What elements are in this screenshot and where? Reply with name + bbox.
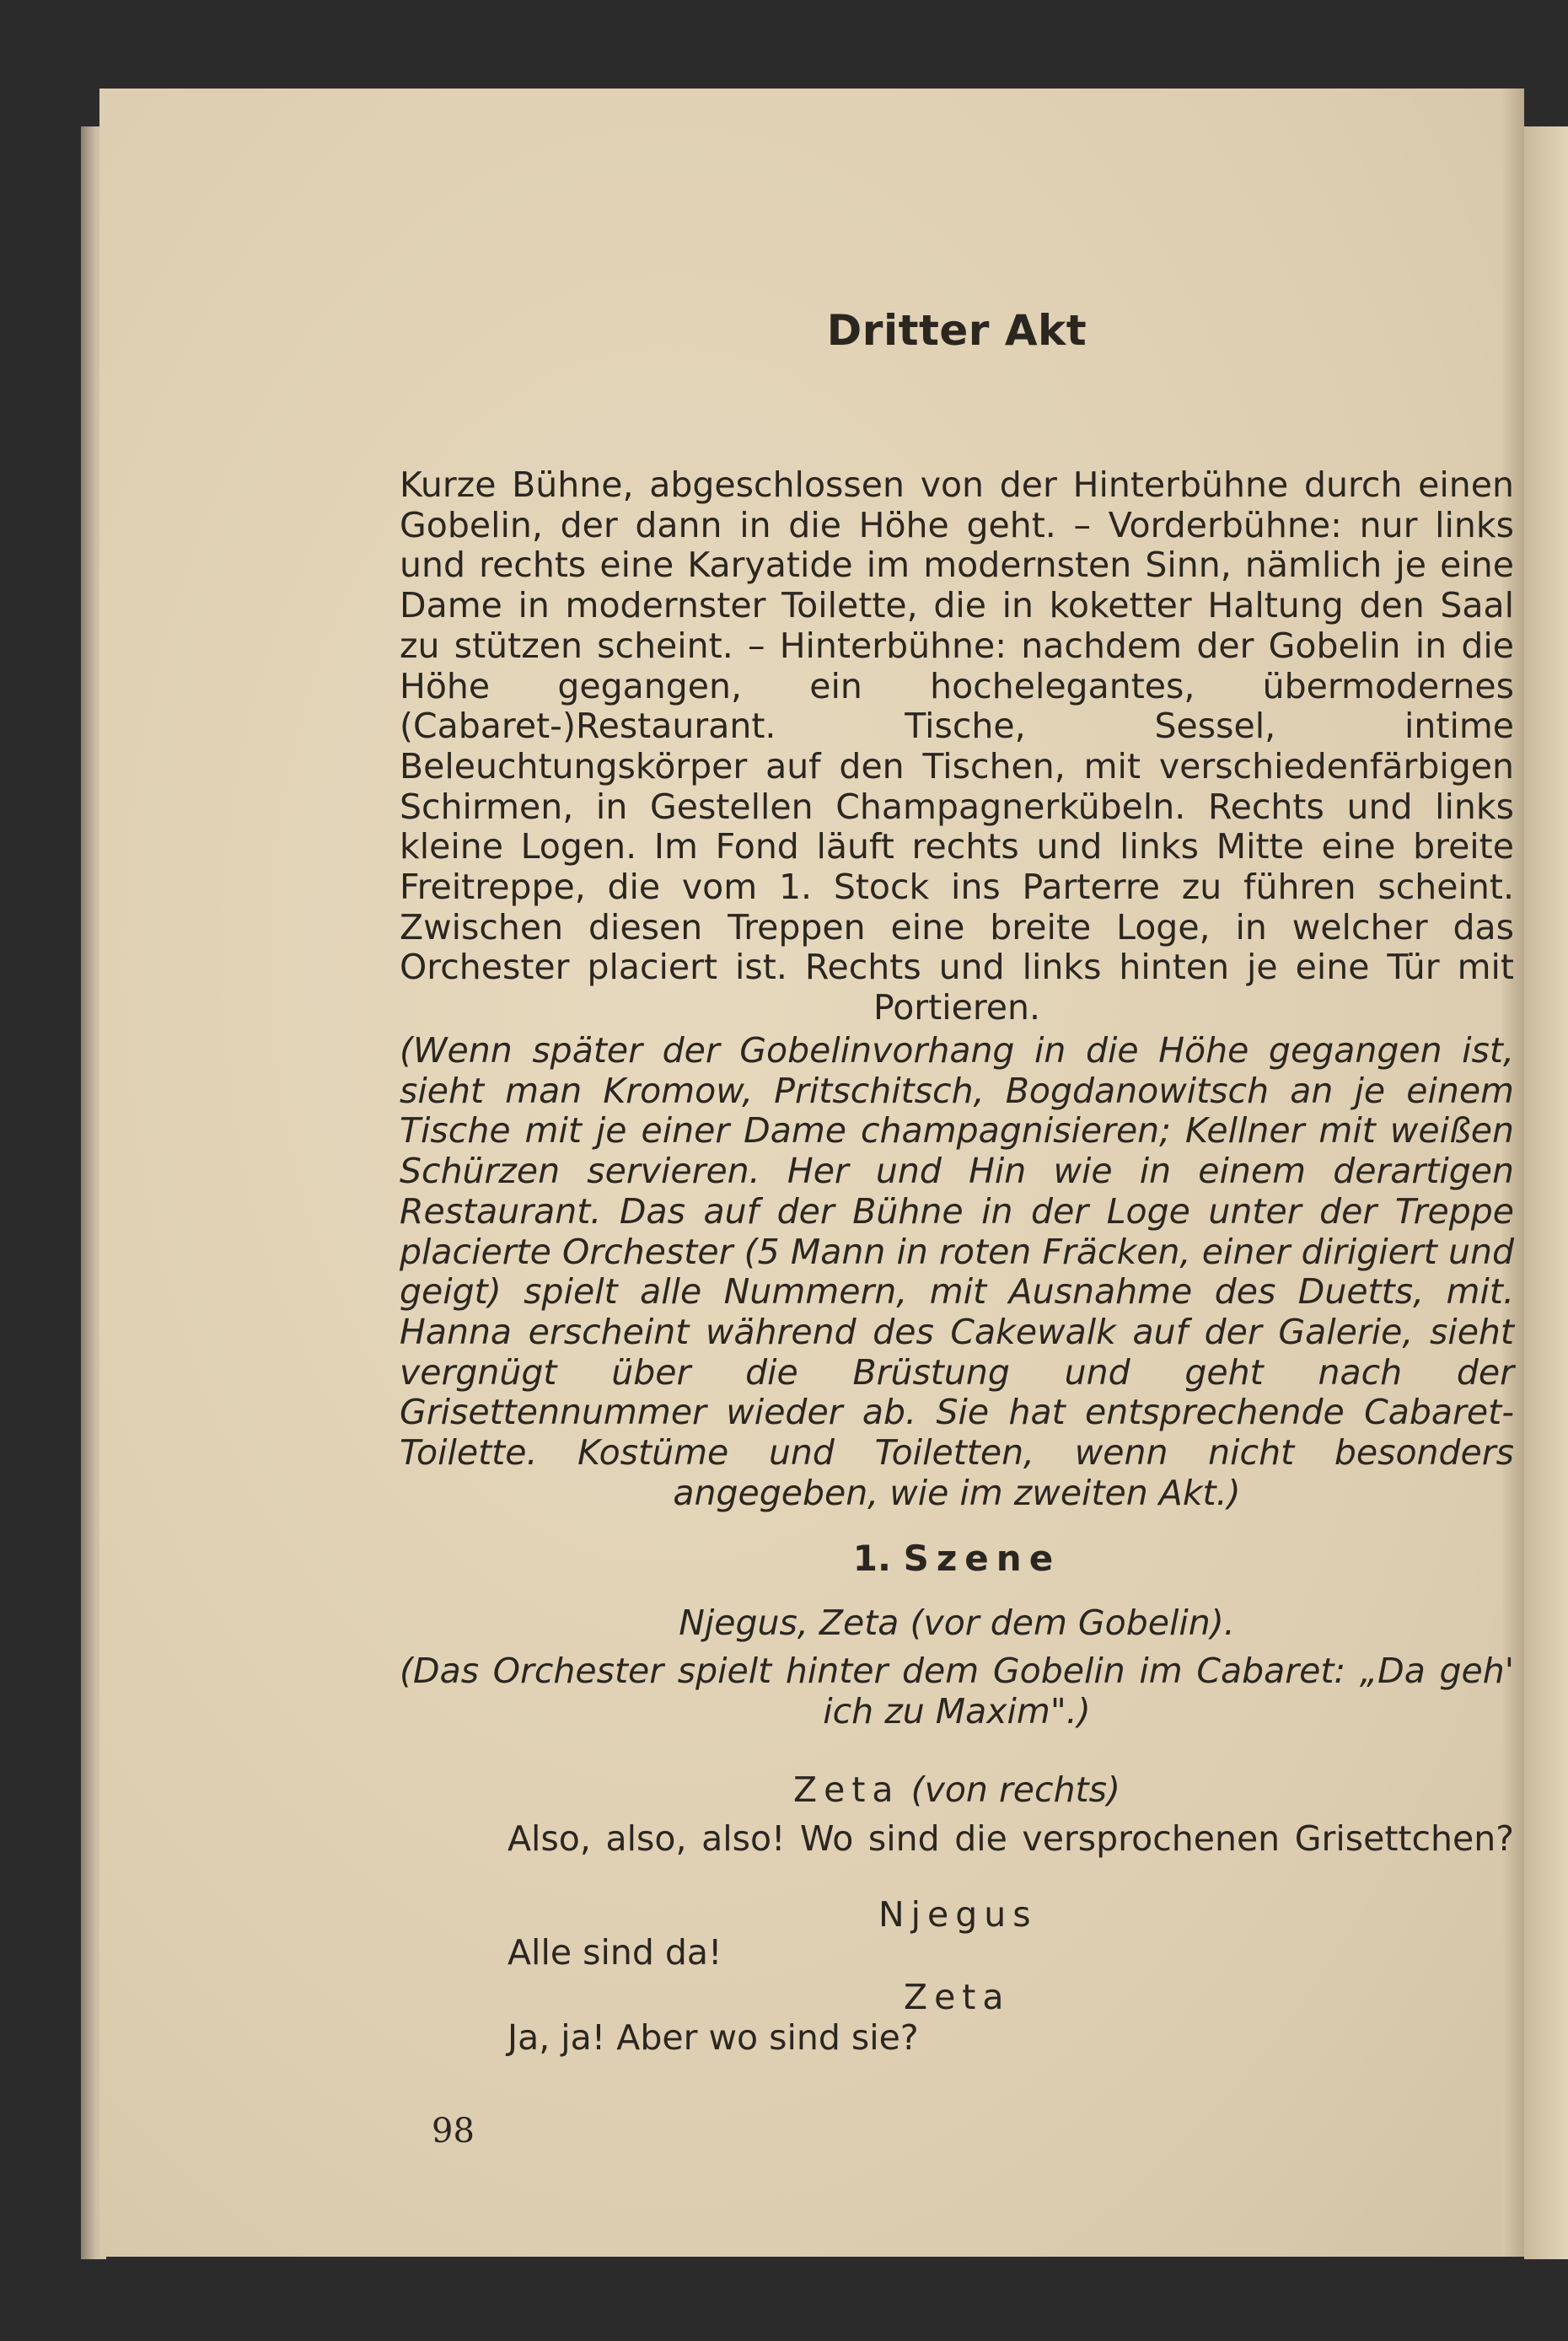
act-title: Dritter Akt — [826, 306, 1087, 355]
speaker-name: Njegus — [878, 1894, 1038, 1935]
next-page-edge — [1524, 126, 1568, 2259]
page-number: 98 — [432, 2112, 475, 2150]
scene-direction: (Das Orchester spielt hinter dem Gobelin im Cabaret: „Da geh' ich zu Maxim".) — [400, 1651, 1514, 1732]
dialogue-line-3: Ja, ja! Aber wo sind sie? — [507, 2017, 919, 2058]
dialogue-line-1: Also, also, also! Wo sind die versprochenen Grisettchen? — [507, 1818, 1514, 1859]
stage-note: (Wenn später der Gobelinvorhang in die Höhe gegangen ist, sieht man Kromow, Pritschitsch, Bogdanowitsch an je einem Tische mit je einer Dame champagnisieren; Kellner mit weißen Schürzen servieren. Her und Hin wie in einem derartigen Restaurant. Das auf der Bühne in der Loge unter der Treppe placierte Orchester (5 Mann in roten Fräcken, einer dirigiert und geigt) spielt alle Nummern, mit Ausnahme des Duetts, mit. Hanna erscheint während des Cakewalk auf der Galerie, sieht vergnügt über die Brüstung und geht nach der Grisettennummer wieder ab. Sie hat entsprechende Cabaret-Toilette. Kostüme und Toiletten, wenn nicht besonders angegeben, wie im zweiten Akt.) — [400, 1030, 1514, 1513]
stage-description: Kurze Bühne, abgeschlossen von der Hinterbühne durch einen Gobelin, der dann in die Höhe geht. – Vorderbühne: nur links und rechts eine Karyatide im modernsten Sinn, nämlich je eine Dame in modernster Toilette, die in koketter Haltung den Saal zu stützen scheint. – Hinterbühne: nachdem der Gobelin in die Höhe gegangen, ein hochelegantes, übermodernes (Cabaret-)Restaurant. Tische, Sessel, intime Beleuchtungskörper auf den Tischen, mit verschiedenfärbigen Schirmen, in Gestellen Champagnerkübeln. Rechts und links kleine Logen. Im Fond läuft rechts und links Mitte eine breite Freitreppe, die vom 1. Stock ins Parterre zu führen scheint. Zwischen diesen Treppen eine breite Loge, in welcher das Orchester placiert ist. Rechts und links hinten je eine Tür mit Portieren. — [400, 464, 1514, 1028]
book-page — [99, 89, 1524, 2257]
scene-number: 1. — [852, 1538, 891, 1579]
speaker-name: Zeta — [904, 1977, 1011, 2017]
speaker-zeta-1 — [400, 1769, 1514, 1810]
dialogue-line-2: Alle sind da! — [507, 1932, 722, 1973]
scene-heading — [400, 1538, 1514, 1579]
scene-label: Szene — [903, 1538, 1061, 1579]
speaker-note: (von rechts) — [910, 1769, 1120, 1810]
scene-persons: Njegus, Zeta (vor dem Gobelin). — [679, 1603, 1235, 1643]
speaker-name: Zeta — [793, 1769, 900, 1810]
speaker-njegus — [878, 1894, 1038, 1935]
speaker-zeta-2 — [904, 1977, 1011, 2017]
